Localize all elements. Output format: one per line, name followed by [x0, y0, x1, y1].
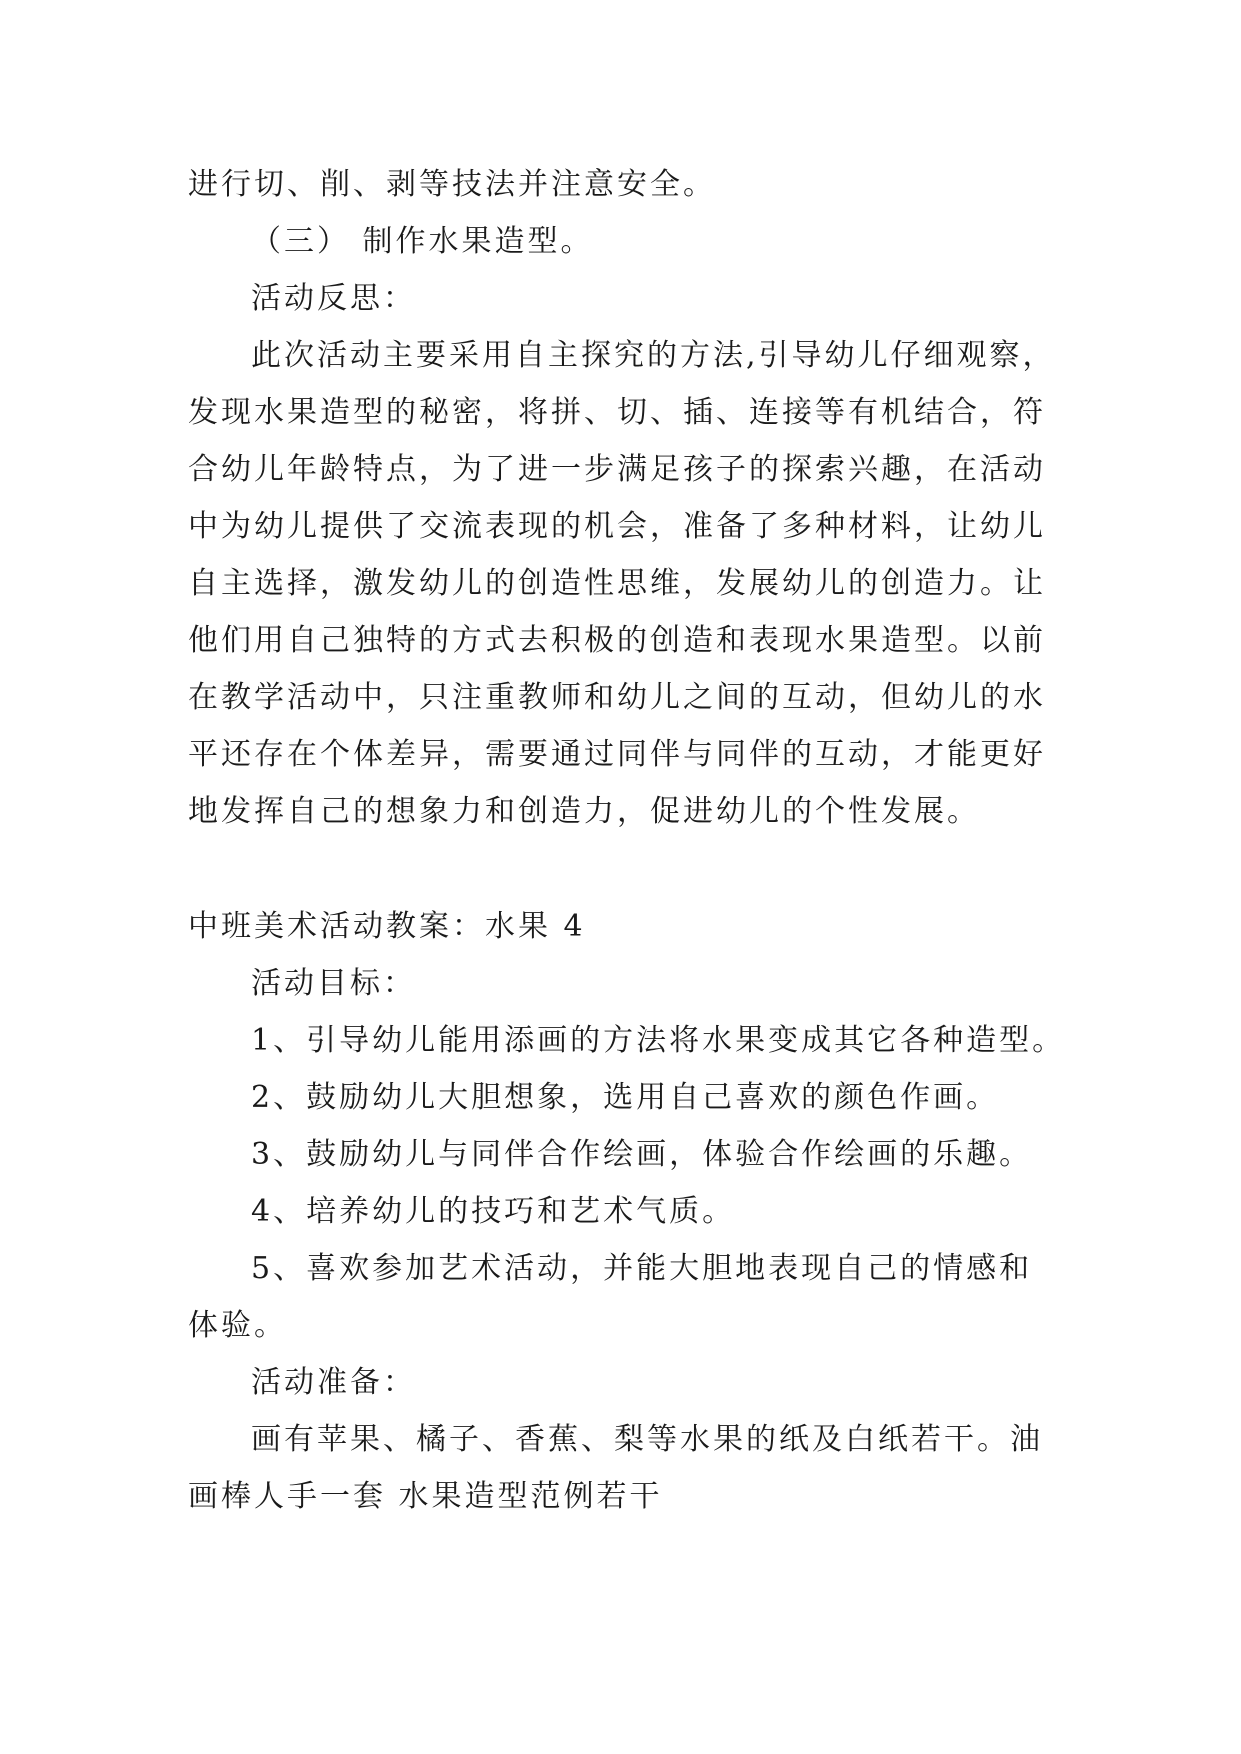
- goal-item: 4、培养幼儿的技巧和艺术气质。: [251, 1194, 736, 1229]
- prep-line: 画有苹果、橘子、香蕉、梨等水果的纸及白纸若干。油: [251, 1422, 1043, 1457]
- section-lesson-plan-4: [188, 898, 1068, 1525]
- reflection-line: 合幼儿年龄特点，为了进一步满足孩子的探索兴趣，在活动: [188, 452, 1046, 487]
- paragraph-continuation: 进行切、削、剥等技法并注意安全。: [188, 167, 716, 202]
- goal-item: 3、鼓励幼儿与同伴合作绘画，体验合作绘画的乐趣。: [251, 1137, 1033, 1172]
- reflection-line: 地发挥自己的想象力和创造力，促进幼儿的个性发展。: [188, 794, 980, 829]
- goal-item-continuation: 体验。: [188, 1308, 287, 1343]
- goals-heading: 活动目标：: [251, 966, 416, 1001]
- step-three: （三） 制作水果造型。: [251, 224, 594, 259]
- goal-item: 1、引导幼儿能用添画的方法将水果变成其它各种造型。: [251, 1023, 1066, 1058]
- section-fruit-shaping-reflection: [188, 156, 1068, 840]
- prep-heading: 活动准备：: [251, 1365, 416, 1400]
- reflection-line: 中为幼儿提供了交流表现的机会，准备了多种材料，让幼儿: [188, 509, 1046, 544]
- reflection-line: 此次活动主要采用自主探究的方法,引导幼儿仔细观察，: [251, 338, 1056, 373]
- lesson-title: 中班美术活动教案：水果 4: [188, 909, 586, 944]
- reflection-line: 发现水果造型的秘密，将拼、切、插、连接等有机结合，符: [188, 395, 1046, 430]
- prep-line: 画棒人手一套 水果造型范例若干: [188, 1479, 663, 1514]
- goal-item: 2、鼓励幼儿大胆想象，选用自己喜欢的颜色作画。: [251, 1080, 1000, 1115]
- reflection-heading: 活动反思：: [251, 281, 416, 316]
- reflection-line: 在教学活动中，只注重教师和幼儿之间的互动，但幼儿的水: [188, 680, 1046, 715]
- reflection-line: 自主选择，激发幼儿的创造性思维，发展幼儿的创造力。让: [188, 566, 1046, 601]
- goal-item: 5、喜欢参加艺术活动，并能大胆地表现自己的情感和: [251, 1251, 1033, 1286]
- reflection-line: 他们用自己独特的方式去积极的创造和表现水果造型。以前: [188, 623, 1046, 658]
- reflection-line: 平还存在个体差异，需要通过同伴与同伴的互动，才能更好: [188, 737, 1046, 772]
